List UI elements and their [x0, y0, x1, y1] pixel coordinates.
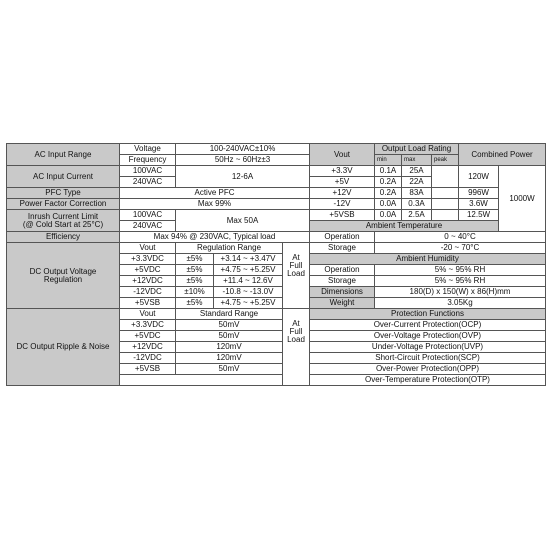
- combined-33-5: 120W: [459, 166, 499, 188]
- load-max: 25A: [402, 166, 432, 177]
- ripple-load-note-top: [283, 309, 310, 320]
- load-vout: +12V: [310, 188, 375, 199]
- regulation-vout: -12VDC: [120, 287, 176, 298]
- regulation-load-note: [283, 254, 310, 309]
- ripple-load-note-full: Full: [289, 326, 303, 336]
- temp-operation-label: Operation: [310, 232, 375, 243]
- voltage-value: 100-240VAC±10%: [176, 144, 310, 155]
- load-max: 83A: [402, 188, 432, 199]
- psu-spec-table: [6, 143, 546, 386]
- efficiency-value: Max 94% @ 230VAC, Typical load: [120, 232, 310, 243]
- inrush-row-100: 100VAC: [120, 210, 176, 221]
- protection-item: Over-Voltage Protection(OVP): [310, 331, 546, 342]
- humidity-storage-value: 5% ~ 95% RH: [375, 276, 546, 287]
- ripple-value: 50mV: [176, 331, 283, 342]
- ac-input-range-label: AC Input Range: [7, 144, 120, 166]
- voltage-label: Voltage: [120, 144, 176, 155]
- protection-item: Over-Temperature Protection(OTP): [310, 375, 546, 386]
- ripple-value: 120mV: [176, 342, 283, 353]
- ripple-load-note-at: At: [292, 319, 300, 328]
- regulation-tol: ±5%: [176, 276, 214, 287]
- combined-neg12: 3.6W: [459, 199, 499, 210]
- dc-output-voltage-line1: DC Output Voltage: [29, 266, 97, 276]
- load-peak: [432, 188, 459, 199]
- combined-power-header: Combined Power: [459, 144, 546, 166]
- humidity-storage-label: Storage: [310, 276, 375, 287]
- protection-item: Over-Current Protection(OCP): [310, 320, 546, 331]
- regulation-range: +4.75 ~ +5.25V: [214, 265, 283, 276]
- regulation-tol: ±5%: [176, 298, 214, 309]
- regulation-tol: ±10%: [176, 287, 214, 298]
- inrush-label: [7, 210, 120, 232]
- protection-item: Over-Power Protection(OPP): [310, 364, 546, 375]
- pfc-type-label: PFC Type: [7, 188, 120, 199]
- regulation-tol: ±5%: [176, 254, 214, 265]
- frequency-label: Frequency: [120, 155, 176, 166]
- inrush-label-line1: Inrush Current Limit: [27, 211, 99, 221]
- regulation-load-note-full: Full: [289, 260, 303, 270]
- load-peak: [432, 166, 459, 188]
- ripple-vout: +5VSB: [120, 364, 176, 375]
- regulation-range-header: Regulation Range: [176, 243, 283, 254]
- regulation-range: +3.14 ~ +3.47V: [214, 254, 283, 265]
- combined-total: 1000W: [499, 166, 546, 232]
- temp-operation-value: 0 ~ 40°C: [375, 232, 546, 243]
- regulation-load-note-at: At: [292, 253, 300, 262]
- regulation-vout: +12VDC: [120, 276, 176, 287]
- protection-item: Short-Circuit Protection(SCP): [310, 353, 546, 364]
- inrush-label-line2: (@ Cold Start at 25°C): [22, 219, 104, 229]
- weight-label: Weight: [310, 298, 375, 309]
- dc-output-voltage-label: [7, 243, 120, 309]
- ac-current-row-100: 100VAC: [120, 166, 176, 177]
- combined-12: 996W: [459, 188, 499, 199]
- ripple-value: 50mV: [176, 364, 283, 375]
- ripple-vout: +3.3VDC: [120, 320, 176, 331]
- vout-header: Vout: [310, 144, 375, 166]
- load-min: 0.0A: [375, 210, 402, 221]
- ripple-vout-header: Vout: [120, 309, 176, 320]
- load-vout: +5V: [310, 177, 375, 188]
- ripple-vout: -12VDC: [120, 353, 176, 364]
- regulation-tol: ±5%: [176, 265, 214, 276]
- load-vout: +5VSB: [310, 210, 375, 221]
- load-min: 0.1A: [375, 166, 402, 177]
- frequency-value: 50Hz ~ 60Hz±3: [176, 155, 310, 166]
- ac-current-row-240: 240VAC: [120, 177, 176, 188]
- load-peak: [432, 210, 459, 221]
- inrush-row-240: 240VAC: [120, 221, 176, 232]
- inrush-value: Max 50A: [176, 210, 310, 232]
- weight-value: 3.05Kg: [375, 298, 546, 309]
- min-label: min: [375, 155, 402, 166]
- load-min: 0.0A: [375, 199, 402, 210]
- ripple-load-note-load: Load: [287, 334, 305, 344]
- regulation-vout: +5VDC: [120, 265, 176, 276]
- pfc-type-value: Active PFC: [120, 188, 310, 199]
- peak-label: peak: [432, 155, 459, 166]
- regulation-vout: +5VSB: [120, 298, 176, 309]
- ripple-vout: +5VDC: [120, 331, 176, 342]
- combined-5vsb: 12.5W: [459, 210, 499, 221]
- load-vout: -12V: [310, 199, 375, 210]
- power-factor-value: Max 99%: [120, 199, 310, 210]
- load-max: 0.3A: [402, 199, 432, 210]
- ripple-range-header: Standard Range: [176, 309, 283, 320]
- humidity-operation-value: 5% ~ 95% RH: [375, 265, 546, 276]
- protection-item: Under-Voltage Protection(UVP): [310, 342, 546, 353]
- protection-header: Protection Functions: [310, 309, 546, 320]
- efficiency-label: Efficiency: [7, 232, 120, 243]
- regulation-range: +11.4 ~ 12.6V: [214, 276, 283, 287]
- load-peak: [432, 199, 459, 210]
- psu-spec-sheet: [6, 143, 545, 406]
- dc-output-ripple-label: DC Output Ripple & Noise: [7, 309, 120, 386]
- max-label: max: [402, 155, 432, 166]
- ac-input-current-label: AC Input Current: [7, 166, 120, 188]
- regulation-vout: +3.3VDC: [120, 254, 176, 265]
- dimensions-value: 180(D) x 150(W) x 86(H)mm: [375, 287, 546, 298]
- ripple-value: 50mV: [176, 320, 283, 331]
- ambient-humidity-header: Ambient Humidity: [310, 254, 546, 265]
- regulation-range: -10.8 ~ -13.0V: [214, 287, 283, 298]
- load-max: 2.5A: [402, 210, 432, 221]
- ripple-blank: [120, 375, 283, 386]
- power-factor-label: Power Factor Correction: [7, 199, 120, 210]
- ripple-vout: +12VDC: [120, 342, 176, 353]
- regulation-load-note-top: [283, 243, 310, 254]
- temp-storage-label: Storage: [310, 243, 375, 254]
- ripple-load-note: [283, 320, 310, 386]
- ambient-temperature-header: Ambient Temperature: [310, 221, 499, 232]
- ripple-value: 120mV: [176, 353, 283, 364]
- ac-current-value: 12-6A: [176, 166, 310, 188]
- output-load-rating-header: Output Load Rating: [375, 144, 459, 155]
- load-vout: +3.3V: [310, 166, 375, 177]
- load-min: 0.2A: [375, 177, 402, 188]
- humidity-operation-label: Operation: [310, 265, 375, 276]
- regulation-range: +4.75 ~ +5.25V: [214, 298, 283, 309]
- dc-output-voltage-line2: Regulation: [43, 274, 83, 284]
- load-max: 22A: [402, 177, 432, 188]
- temp-storage-value: -20 ~ 70°C: [375, 243, 546, 254]
- regulation-load-note-load: Load: [287, 268, 305, 278]
- regulation-vout-header: Vout: [120, 243, 176, 254]
- load-min: 0.2A: [375, 188, 402, 199]
- dimensions-label: Dimensions: [310, 287, 375, 298]
